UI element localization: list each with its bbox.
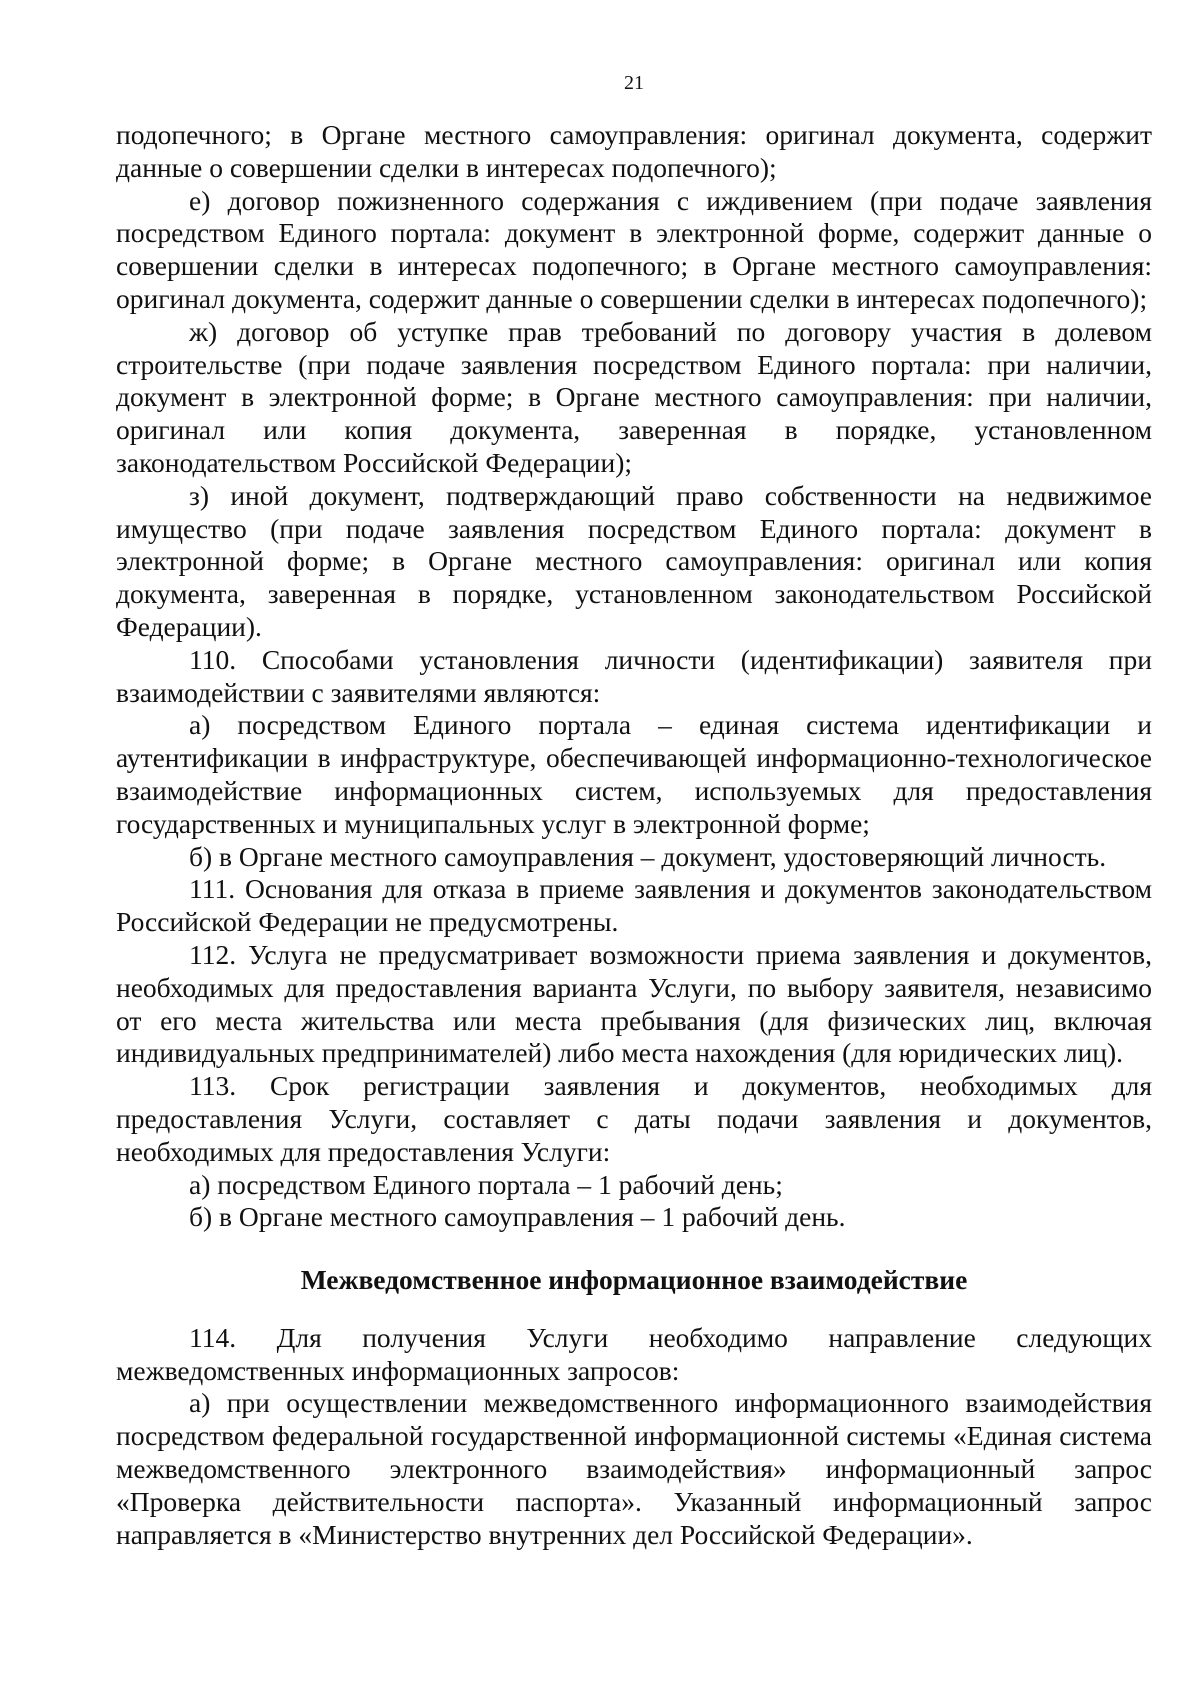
paragraph-item-e: е) договор пожизненного содержания с иждивением (при подаче заявления посредством Единого портала: документ в электронной форме, содержит данные о совершении сделки в интересах подопечного; в Органе местного самоуправления: оригинал документа, содержит данные о совершении сделки в интересах подопечного); — [116, 184, 1152, 314]
paragraph-113-a: а) посредством Единого портала – 1 рабочий день; — [189, 1168, 783, 1200]
paragraph-113-b: б) в Органе местного самоуправления – 1 рабочий день. — [189, 1201, 846, 1233]
paragraph-111: 111. Основания для отказа в приеме заявления и документов законодательством Российской Федерации не предусмотрены. — [116, 873, 1152, 938]
paragraph-continuation: подопечного; в Органе местного самоуправления: оригинал документа, содержит данные о совершении сделки в интересах подопечного); — [116, 119, 1152, 183]
document-body — [116, 119, 1152, 1551]
paragraph-item-zh: ж) договор об уступке прав требований по договору участия в долевом строительстве (при подаче заявления посредством Единого портала: при наличии, документ в электронной форме; в Органе местного самоуправления: при наличии, оригинал или копия документа, заверенная в порядке, установленном законодательством Российской Федерации); — [116, 315, 1152, 478]
page-number: 21 — [624, 72, 644, 94]
paragraph-110-b: б) в Органе местного самоуправления – документ, удостоверяющий личность. — [189, 840, 1107, 872]
paragraph-113: 113. Срок регистрации заявления и документов, необходимых для предоставления Услуги, составляет с даты подачи заявления и документов, необходимых для предоставления Услуги: — [116, 1070, 1152, 1167]
paragraph-110: 110. Способами установления личности (идентификации) заявителя при взаимодействии с заявителями являются: — [116, 643, 1152, 708]
section-heading: Межведомственное информационное взаимодействие — [300, 1264, 968, 1296]
paragraph-114: 114. Для получения Услуги необходимо направление следующих межведомственных информационных запросов: — [116, 1321, 1152, 1386]
paragraph-item-z: з) иной документ, подтверждающий право собственности на недвижимое имущество (при подаче заявления посредством Единого портала: документ в электронной форме; в Органе местного самоуправления: оригинал или копия документа, заверенная в порядке, установленном законодательством Российской Федерации). — [116, 479, 1152, 642]
paragraph-112: 112. Услуга не предусматривает возможности приема заявления и документов, необходимых для предоставления варианта Услуги, по выбору заявителя, независимо от его места жительства или места пребывания (для физических лиц, включая индивидуальных предпринимателей) либо места нахождения (для юридических лиц). — [116, 938, 1152, 1069]
paragraph-110-a: а) посредством Единого портала – единая система идентификации и аутентификации в инфраструктуре, обеспечивающей информационно-технологическое взаимодействие информационных систем, используемых для предоставления государственных и муниципальных услуг в электронной форме; — [116, 709, 1152, 839]
paragraph-114-a: а) при осуществлении межведомственного информационного взаимодействия посредством федеральной государственной информационной системы «Единая система межведомственного электронного взаимодействия» информационный запрос «Проверка действительности паспорта». Указанный информационный запрос направляется в «Министерство внутренних дел Российской Федерации». — [116, 1387, 1152, 1550]
